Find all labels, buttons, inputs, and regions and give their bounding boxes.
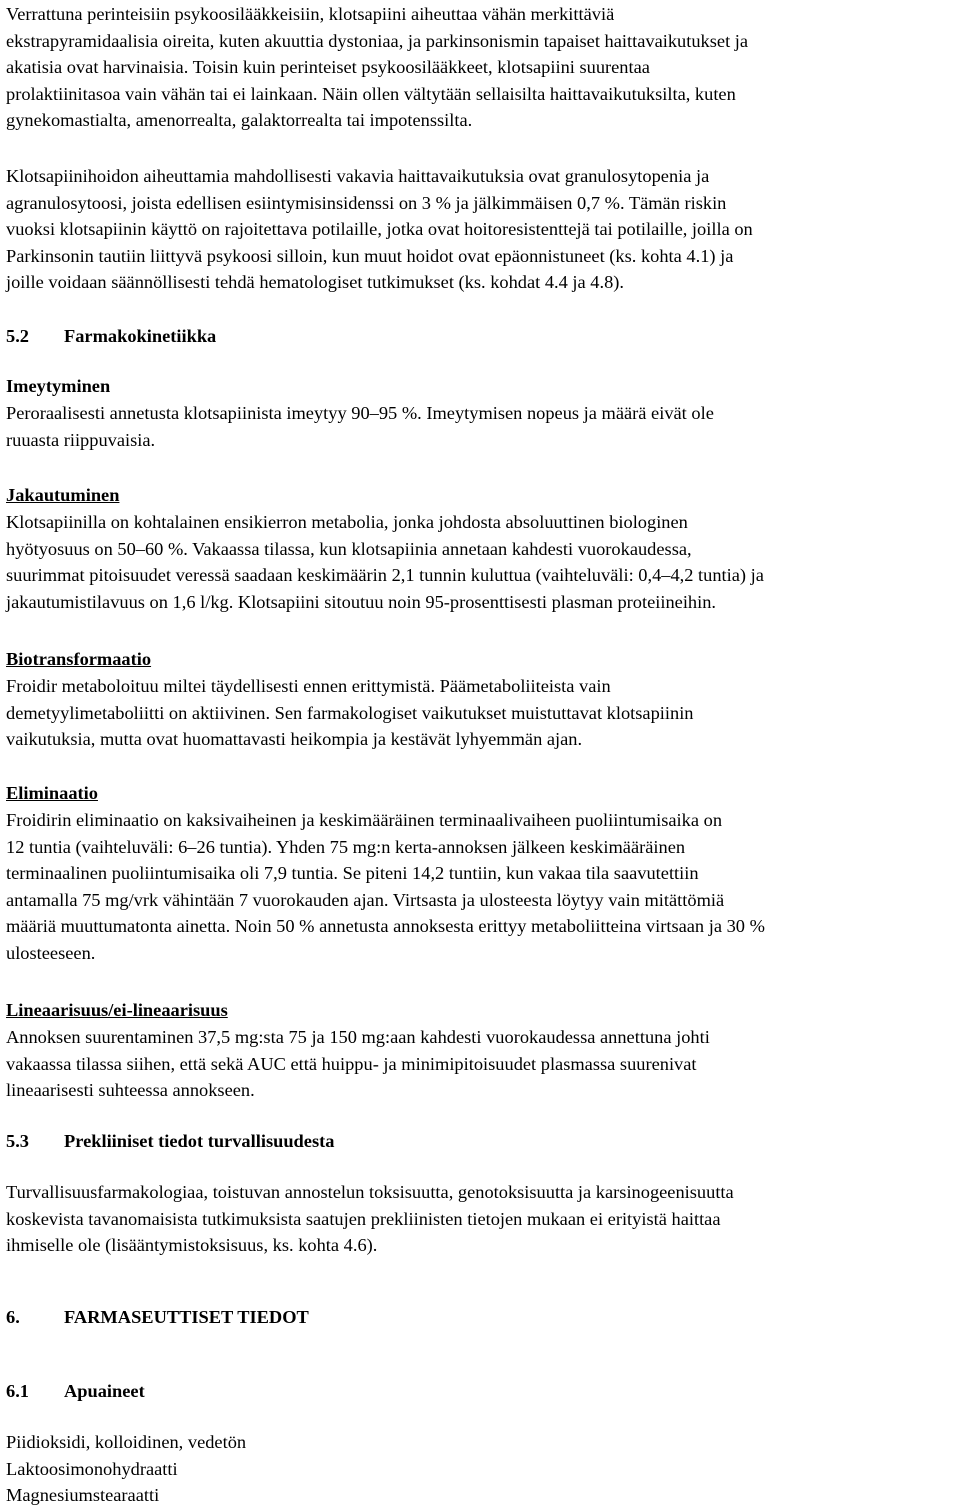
distribution-heading: Jakautuminen <box>6 485 120 505</box>
section-heading-5-3 <box>6 1128 334 1155</box>
preclinical-paragraph <box>6 1179 734 1259</box>
section-title: FARMASEUTTISET TIEDOT <box>64 1307 309 1327</box>
text-line: Klotsapiinilla on kohtalainen ensikierron metabolia, jonka johdosta absoluuttinen biologinen <box>6 512 688 532</box>
text-line: prolaktiinitasoa vain vähän tai ei lainkaan. Näin ollen vältytään sellaisilta haittavaikutuksilta, kuten <box>6 83 736 104</box>
text-line: Klotsapiinihoidon aiheuttamia mahdollisesti vakavia haittavaikutuksia ovat granulosytopenia ja <box>6 166 710 186</box>
section-number: 6.1 <box>6 1381 29 1401</box>
intro-paragraph-1 <box>6 1 748 134</box>
text-line: terminaalinen puoliintumisaika oli 7,9 tuntia. Se piteni 14,2 tuntiin, kun vakaa tila saavutettiin <box>6 863 699 884</box>
text-line: Parkinsonin tautiin liittyvä psykoosi silloin, kun muut hoidot ovat epäonnistuneet (ks. kohta 4.1) ja <box>6 245 734 266</box>
text-line: hyötyosuus on 50–60 %. Vakaassa tilassa, kun klotsapiinia annetaan kahdesti vuorokaudessa, <box>6 538 692 559</box>
text-line: joille voidaan säännöllisesti tehdä hematologiset tutkimukset (ks. kohdat 4.4 ja 4.8). <box>6 272 625 293</box>
text-line: Peroraalisesti annetusta klotsapiinista imeytyy 90–95 %. Imeytymisen nopeus ja määrä eivät ole <box>6 403 714 423</box>
text-line: demetyylimetaboliitti on aktiivinen. Sen farmakologiset vaikutukset muistuttavat klotsapiinin <box>6 702 694 723</box>
text-line: ruuasta riippuvaisia. <box>6 429 156 450</box>
section-title: Apuaineet <box>64 1381 145 1401</box>
linearity-heading: Lineaarisuus/ei-lineaarisuus <box>6 1000 228 1020</box>
text-line: määriä muuttumatonta ainetta. Noin 50 % annetusta annoksesta erittyy metaboliitteina virtsaan ja 30 % <box>6 916 765 937</box>
biotransformation-heading: Biotransformaatio <box>6 649 152 669</box>
elimination-paragraph <box>6 807 765 967</box>
text-line: koskevista tavanomaisista tutkimuksista saatujen prekliinisten tietojen mukaan ei erityistä haittaa <box>6 1208 721 1229</box>
text-line: lineaarisesti suhteessa annokseen. <box>6 1080 255 1101</box>
text-line: akatisia ovat harvinaisia. Toisin kuin perinteiset psykoosilääkkeet, klotsapiini suurentaa <box>6 57 650 78</box>
biotransformation-paragraph <box>6 673 694 753</box>
absorption-heading: Imeytyminen <box>6 376 111 396</box>
text-line: ulosteeseen. <box>6 942 96 963</box>
excipients-list <box>6 1429 246 1509</box>
text-line: Verrattuna perinteisiin psykoosilääkkeisiin, klotsapiini aiheuttaa vähän merkittäviä <box>6 4 615 24</box>
section-number: 5.2 <box>6 326 29 346</box>
list-item: Laktoosimonohydraatti <box>6 1458 178 1479</box>
text-line: vaikutuksia, mutta ovat huomattavasti heikompia ja kestävät lyhyemmän ajan. <box>6 729 583 750</box>
text-line: gynekomastialta, amenorrealta, galaktorrealta tai impotenssilta. <box>6 110 473 131</box>
intro-paragraph-2 <box>6 163 753 296</box>
section-heading-6-1 <box>6 1378 145 1405</box>
list-item: Magnesiumstearaatti <box>6 1485 160 1506</box>
absorption-paragraph <box>6 400 714 453</box>
text-line: 12 tuntia (vaihteluväli: 6–26 tuntia). Yhden 75 mg:n kerta-annoksen jälkeen keskimääräinen <box>6 836 686 857</box>
text-line: suurimmat pitoisuudet veressä saadaan keskimäärin 2,1 tunnin kuluttua (vaihteluväli: 0,4–4,2 tuntia) ja <box>6 565 764 586</box>
text-line: antamalla 75 mg/vrk vähintään 7 vuorokauden ajan. Virtsasta ja ulosteesta löytyy vain mitättömiä <box>6 889 725 910</box>
section-number: 5.3 <box>6 1131 29 1151</box>
section-heading-6 <box>6 1304 309 1331</box>
text-line: Froidirin eliminaatio on kaksivaiheinen ja keskimääräinen terminaalivaiheen puoliintumisaika on <box>6 810 723 830</box>
text-line: Froidir metaboloituu miltei täydellisesti ennen erittymistä. Päämetaboliiteista vain <box>6 676 611 696</box>
text-line: vakaassa tilassa siihen, että sekä AUC että huippu- ja minimipitoisuudet plasmassa suurenivat <box>6 1053 697 1074</box>
text-line: agranulosytoosi, joista edellisen esiintymisinsidenssi on 3 % ja jälkimmäisen 0,7 %. Tämän riskin <box>6 192 727 213</box>
elimination-heading: Eliminaatio <box>6 783 98 803</box>
section-number: 6. <box>6 1307 20 1327</box>
text-line: vuoksi klotsapiinin käyttö on rajoitettava potilaille, jotka ovat hoitoresistenttejä tai potilaille, joilla on <box>6 219 753 240</box>
text-line: Turvallisuusfarmakologiaa, toistuvan annostelun toksisuutta, genotoksisuutta ja karsinogeenisuutta <box>6 1182 734 1202</box>
text-line: Annoksen suurentaminen 37,5 mg:sta 75 ja 150 mg:aan kahdesti vuorokaudessa annettuna johti <box>6 1027 710 1047</box>
section-title: Farmakokinetiikka <box>64 326 217 346</box>
text-line: ihmiselle ole (lisääntymistoksisuus, ks. kohta 4.6). <box>6 1235 378 1256</box>
text-line: ekstrapyramidaalisia oireita, kuten akuuttia dystoniaa, ja parkinsonismin tapaiset haittavaikutukset ja <box>6 30 749 51</box>
text-line: jakautumistilavuus on 1,6 l/kg. Klotsapiini sitoutuu noin 95-prosenttisesti plasman proteiineihin. <box>6 591 717 612</box>
section-heading-5-2 <box>6 323 216 350</box>
section-title: Prekliiniset tiedot turvallisuudesta <box>64 1131 335 1151</box>
list-item: Piidioksidi, kolloidinen, vedetön <box>6 1432 247 1452</box>
distribution-paragraph <box>6 509 764 615</box>
linearity-paragraph <box>6 1024 710 1104</box>
